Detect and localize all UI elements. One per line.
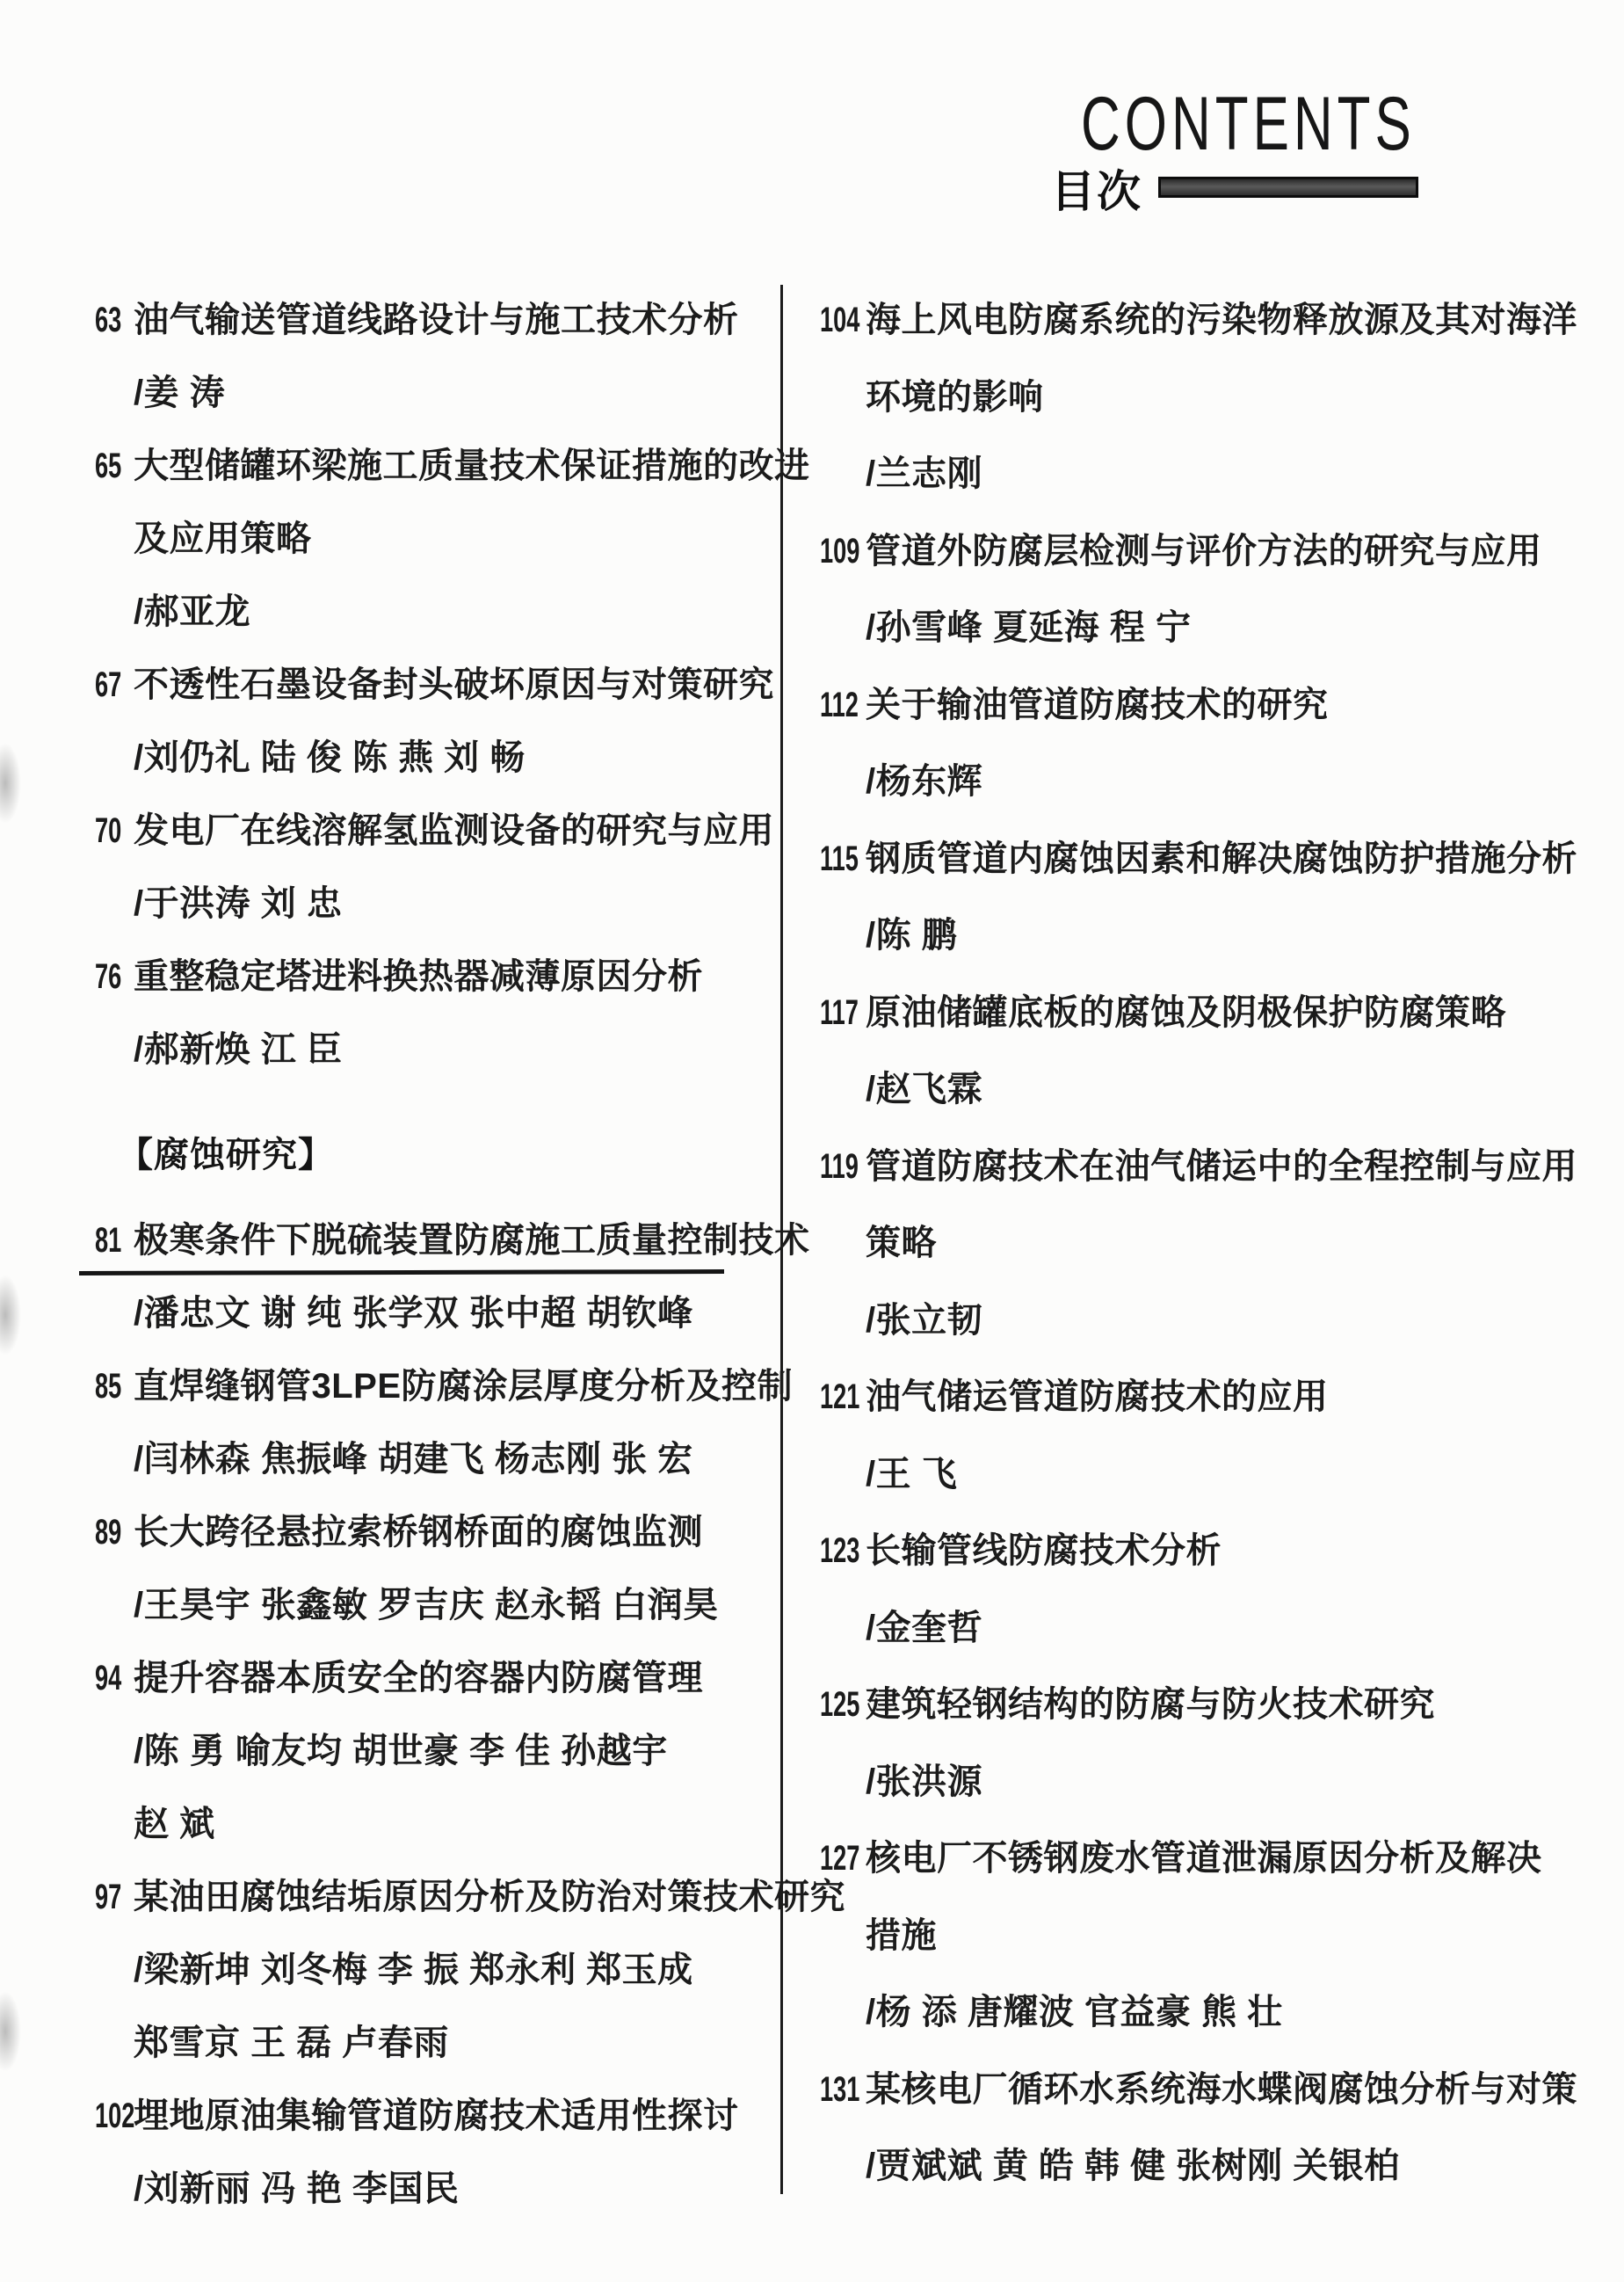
section-header (95, 1135, 742, 1208)
entry-authors-text: /刘新丽 冯 艳 李国民 (134, 2169, 460, 2208)
entry-continuation-text: 郑雪京 王 磊 卢春雨 (134, 2024, 449, 2062)
entry-title: 某油田腐蚀结垢原因分析及防治对策技术研究 (134, 1878, 845, 1916)
entry-authors-text: /于洪涛 刘 忠 (134, 884, 343, 923)
toc-entry (820, 1377, 1533, 1454)
entry-continuation-text: 赵 斌 (134, 1805, 215, 1843)
entry-continuation-text: 环境的影响 (866, 377, 1044, 417)
entry-title-continuation (820, 377, 1533, 454)
entry-page-number: 123 (820, 1531, 860, 1570)
entry-title: 油气输送管道线路设计与施工技术分析 (134, 301, 739, 339)
toc-entry (820, 2069, 1577, 2147)
toc-entry (95, 1220, 810, 1293)
entry-title: 长大跨径悬拉索桥钢桥面的腐蚀监测 (134, 1513, 703, 1552)
entry-authors-text: /张洪源 (866, 1762, 983, 1801)
entry-authors (820, 607, 1533, 685)
entry-authors (95, 1439, 742, 1512)
entry-title: 海上风电防腐系统的污染物释放源及其对海洋 (866, 301, 1577, 339)
entry-title: 不透性石墨设备封头破坏原因与对策研究 (134, 665, 774, 704)
entry-underline (79, 1269, 724, 1275)
toc-entry (820, 1684, 1533, 1762)
entry-title: 管道防腐技术在油气储运中的全程控制与应用 (866, 1146, 1577, 1186)
entry-title-continuation (95, 519, 742, 592)
entry-page-number: 115 (820, 839, 859, 878)
entry-authors-text: /刘仍礼 陆 俊 陈 燕 刘 畅 (134, 738, 526, 777)
entry-page-number: 109 (820, 531, 860, 570)
toc-entry (820, 531, 1542, 608)
entry-authors (820, 454, 1533, 531)
entry-page-number: 76 (95, 957, 122, 996)
toc-entry (95, 665, 774, 738)
toc-entry (95, 1658, 742, 1731)
toc-entry (95, 1512, 742, 1585)
entry-authors (820, 1608, 1533, 1685)
entry-authors (95, 1585, 742, 1658)
entry-authors (820, 1454, 1533, 1531)
entry-title: 直焊缝钢管3LPE防腐涂层厚度分析及控制 (134, 1367, 794, 1406)
entry-authors (820, 915, 1533, 992)
entry-title: 重整稳定塔进料换热器减薄原因分析 (134, 957, 703, 996)
entry-authors (820, 2146, 1533, 2223)
entry-authors (820, 1762, 1533, 1839)
toc-entry (820, 1838, 1542, 1915)
entry-page-number: 127 (820, 1839, 860, 1878)
entry-title: 极寒条件下脱硫装置防腐施工质量控制技术 (134, 1221, 810, 1260)
entry-title: 大型储罐环梁施工质量技术保证措施的改进 (134, 447, 810, 485)
entry-title-continuation (95, 1804, 742, 1877)
entry-title: 长输管线防腐技术分析 (866, 1531, 1222, 1570)
toc-entry (820, 300, 1577, 377)
entry-page-number: 112 (820, 685, 859, 724)
entry-continuation-text: 及应用策略 (134, 520, 312, 558)
toc-entry (95, 1877, 845, 1950)
entry-authors (820, 1069, 1533, 1146)
entry-title: 油气储运管道防腐技术的应用 (866, 1377, 1329, 1416)
entry-title: 关于输油管道防腐技术的研究 (866, 685, 1329, 724)
entry-authors (95, 1950, 742, 2023)
toc-entry (820, 685, 1533, 762)
scan-artifact (0, 1991, 21, 2072)
entry-authors-text: /梁新坤 刘冬梅 李 振 郑永利 郑玉成 (134, 1951, 693, 1989)
section-title: 【腐蚀研究】 (118, 1136, 334, 1174)
entry-page-number: 67 (95, 665, 122, 704)
entry-authors-text: /贾斌斌 黄 皓 韩 健 张树刚 关银柏 (866, 2147, 1400, 2185)
entry-page-number: 131 (820, 2069, 860, 2109)
header-bar (1158, 177, 1418, 198)
entry-authors-text: /赵飞霖 (866, 1070, 983, 1108)
entry-authors-text: /金奎哲 (866, 1608, 983, 1647)
entry-page-number: 102 (95, 2097, 135, 2135)
entry-title: 提升容器本质安全的容器内防腐管理 (134, 1659, 703, 1697)
toc-entry (95, 956, 742, 1029)
entry-authors-text: /张立韧 (866, 1300, 983, 1340)
entry-authors (95, 373, 742, 446)
entry-authors (820, 1300, 1533, 1377)
entry-authors (95, 2169, 742, 2242)
entry-authors-text: /兰志刚 (866, 454, 983, 493)
entry-authors-text: /姜 涛 (134, 374, 226, 412)
entry-title: 发电厂在线溶解氢监测设备的研究与应用 (134, 811, 774, 850)
toc-entry (95, 300, 742, 373)
entry-page-number: 94 (95, 1659, 122, 1697)
entry-page-number: 121 (820, 1377, 860, 1416)
toc-entry (820, 992, 1533, 1070)
toc-entry (95, 2096, 742, 2169)
contents-title-en: CONTENTS (1081, 82, 1416, 166)
toc-entry (820, 839, 1577, 916)
toc-entry (820, 1530, 1533, 1608)
entry-authors (95, 738, 742, 810)
entry-authors-text: /陈 勇 喻友均 胡世豪 李 佳 孙越宇 (134, 1732, 668, 1770)
entry-continuation-text: 措施 (866, 1915, 937, 1955)
entry-page-number: 104 (820, 301, 860, 339)
entry-page-number: 119 (820, 1146, 859, 1186)
entry-authors-text: /王昊宇 张鑫敏 罗吉庆 赵永韬 白润昊 (134, 1586, 719, 1624)
entry-page-number: 125 (820, 1685, 860, 1724)
entry-authors (95, 1293, 742, 1366)
entry-authors-text: /孙雪峰 夏延海 程 宁 (866, 608, 1192, 647)
entry-continuation-text: 策略 (866, 1224, 937, 1262)
entry-title-continuation (820, 1223, 1533, 1300)
entry-page-number: 81 (95, 1221, 122, 1260)
entry-title: 核电厂不锈钢废水管道泄漏原因分析及解决 (866, 1839, 1542, 1878)
entry-authors-text: /杨东辉 (866, 762, 983, 801)
entry-authors-text: /潘忠文 谢 纯 张学双 张中超 胡钦峰 (134, 1294, 693, 1333)
entry-title: 某核电厂循环水系统海水蝶阀腐蚀分析与对策 (866, 2069, 1577, 2109)
entry-title: 钢质管道内腐蚀因素和解决腐蚀防护措施分析 (866, 839, 1577, 878)
entry-authors (95, 883, 742, 956)
entry-authors-text: /郝新焕 江 臣 (134, 1030, 343, 1069)
entry-title: 管道外防腐层检测与评价方法的研究与应用 (866, 531, 1542, 570)
entry-authors-text: /闫林森 焦振峰 胡建飞 杨志刚 张 宏 (134, 1440, 693, 1479)
toc-entry (95, 1366, 794, 1439)
entry-authors-text: /杨 添 唐耀波 官益豪 熊 壮 (866, 1993, 1283, 2031)
entry-authors-text: /陈 鹏 (866, 916, 958, 955)
entry-page-number: 63 (95, 301, 122, 339)
scan-artifact (0, 1275, 21, 1355)
entry-page-number: 117 (820, 992, 859, 1032)
toc-entry (820, 1146, 1577, 1224)
entry-authors-text: /郝亚龙 (134, 592, 251, 631)
contents-title-zh: 目次 (1051, 167, 1142, 216)
entry-page-number: 70 (95, 811, 122, 850)
entry-title: 埋地原油集输管道防腐技术适用性探讨 (134, 2097, 739, 2135)
entry-authors-text: /王 飞 (866, 1454, 958, 1493)
toc-column-right (820, 300, 1577, 2223)
entry-title: 原油储罐底板的腐蚀及阴极保护防腐策略 (866, 992, 1506, 1032)
toc-entry (95, 810, 774, 883)
entry-page-number: 97 (95, 1878, 122, 1916)
entry-authors (820, 1992, 1533, 2069)
entry-title-continuation (95, 2023, 742, 2096)
entry-page-number: 89 (95, 1513, 122, 1552)
entry-title-continuation (820, 1915, 1533, 1993)
toc-entry (95, 446, 810, 519)
entry-page-number: 65 (95, 447, 122, 485)
entry-authors (95, 1731, 742, 1804)
scan-artifact (0, 743, 21, 824)
entry-authors (820, 761, 1533, 839)
entry-authors (95, 592, 742, 665)
entry-title: 建筑轻钢结构的防腐与防火技术研究 (866, 1685, 1435, 1724)
entry-page-number: 85 (95, 1367, 122, 1406)
entry-authors (95, 1029, 742, 1102)
